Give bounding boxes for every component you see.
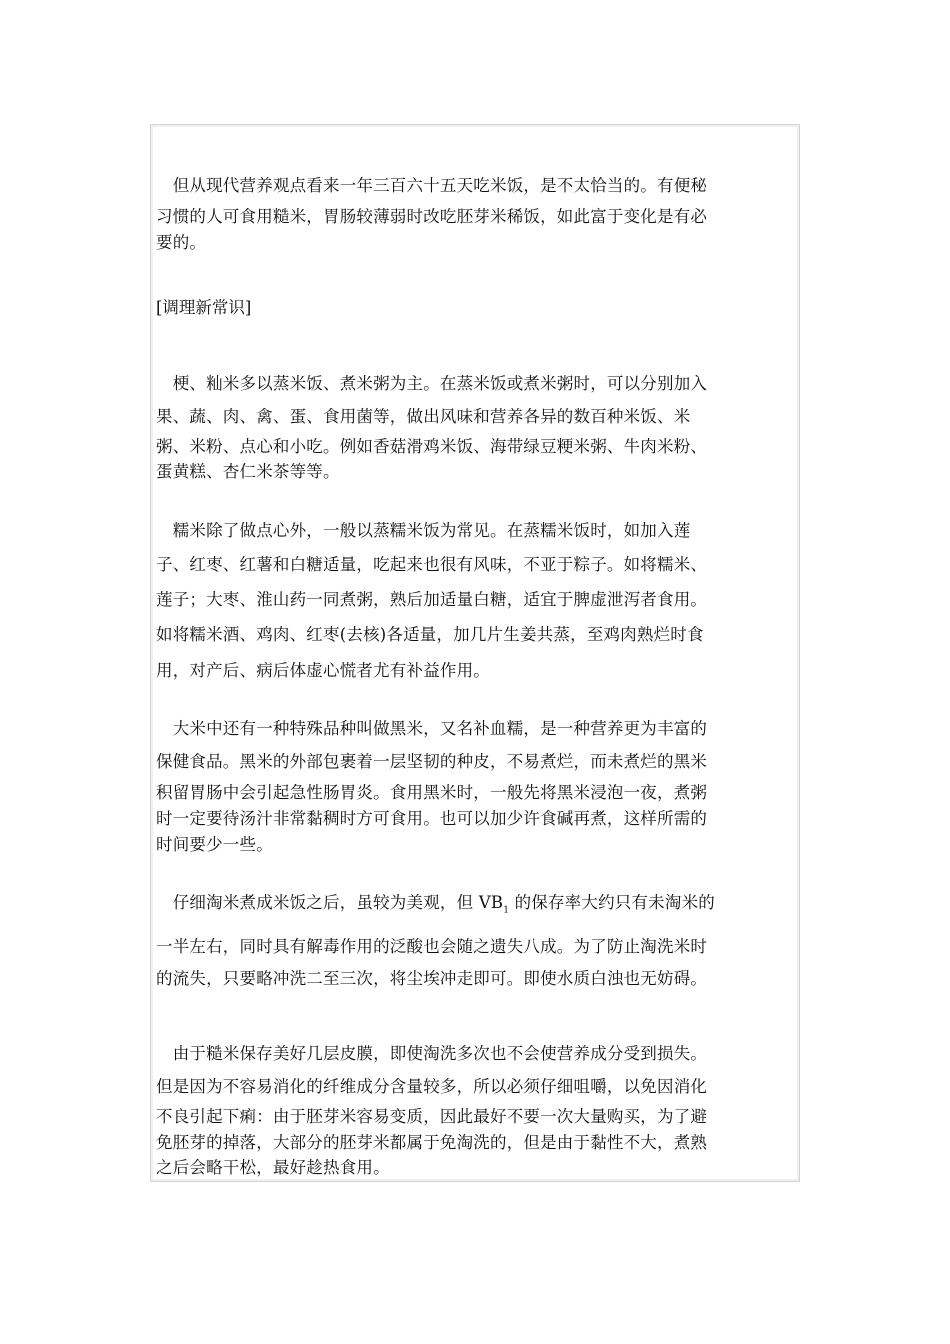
paragraph-4-line-5: 时间要少一些。 [156,835,273,854]
paragraph-1-line-1: 但从现代营养观点看来一年三百六十五天吃米饭，是不太恰当的。有便秘 [156,176,708,195]
paragraph-3-line-1: 糯米除了做点心外，一般以蒸糯米饭为常见。在蒸糯米饭时，如加入莲 [156,521,691,540]
paragraph-1 [156,170,792,254]
paragraph-4-line-4: 时一定要待汤汁非常黏稠时方可食用。也可以加少许食碱再煮，这样所需的 [156,809,708,828]
paragraph-6-line-4: 免胚芽的掉落，大部分的胚芽米都属于免淘洗的，但是由于黏性不大，煮熟 [156,1133,708,1152]
paragraph-2-line-2: 果、蔬、肉、禽、蛋、食用菌等，做出风味和营养各异的数百种米饭、米 [156,407,691,426]
paragraph-1-line-2: 习惯的人可食用糙米，胃肠较薄弱时改吃胚芽米稀饭，如此富于变化是有必 [156,207,708,226]
paragraph-6-line-2: 但是因为不容易消化的纤维成分含量较多，所以必须仔细咀嚼，以免因消化 [156,1077,708,1096]
paragraph-5-line-2: 一半左右，同时具有解毒作用的泛酸也会随之遗失八成。为了防止淘洗米时 [156,937,708,957]
paragraph-6-line-5: 之后会略干松，最好趁热食用。 [156,1158,390,1177]
paragraph-2-line-4: 蛋黄糕、杏仁米茶等等。 [156,462,340,481]
paragraph-4 [156,714,792,858]
paragraph-1-line-3: 要的。 [156,233,207,252]
paragraph-3-line-5: 用，对产后、病后体虚心慌者尤有补益作用。 [156,661,490,680]
paragraph-3 [156,515,792,689]
paragraph-2 [156,367,792,483]
paragraph-3-line-2: 子、红枣、红薯和白糖适量，吃起来也很有风味，不亚于粽子。如将糯米、 [156,555,708,574]
paragraph-5-line-1-text: 仔细淘米煮成米饭之后，虽较为美观，但 VB [156,893,504,912]
paragraph-4-line-1: 大米中还有一种特殊品种叫做黑米，又名补血糯，是一种营养更为丰富的 [156,719,708,738]
paragraph-4-line-2: 保健食品。黑米的外部包裹着一层坚韧的种皮，不易煮烂，而未煮烂的黑米 [156,752,708,771]
section-heading: [调理新常识] [156,298,252,317]
paragraph-4-line-3: 积留胃肠中会引起急性肠胃炎。食用黑米时，一般先将黑米浸泡一夜，煮粥 [156,783,708,802]
paragraph-5-line-1-rest: 的保存率大约只有未淘米的 [509,893,715,912]
paragraph-5-line-3: 的流失，只要略冲洗二至三次，将尘埃冲走即可。即使水质白浊也无妨碍。 [156,969,708,989]
paragraph-6-line-1: 由于糙米保存美好几层皮膜，即使淘洗多次也不会使营养成分受到损失。 [156,1044,708,1063]
paragraph-3-line-3: 莲子；大枣、淮山药一同煮粥，熟后加适量白糖，适宜于脾虚泄泻者食用。 [156,590,708,609]
vb-subscript: 1 [503,905,510,916]
paragraph-3-line-4: 如将糯米酒、鸡肉、红枣(去核)各适量，加几片生姜共蒸，至鸡肉熟烂时食 [156,625,704,644]
paragraph-6-line-3: 不良引起下痢：由于胚芽米容易变质，因此最好不要一次大量购买，为了避 [156,1107,708,1126]
paragraph-2-line-1: 梗、籼米多以蒸米饭、煮米粥为主。在蒸米饭或煮米粥时，可以分别加入 [156,374,708,393]
paragraph-5-line-1 [156,888,792,925]
paragraph-2-line-3: 粥、米粉、点心和小吃。例如香菇滑鸡米饭、海带绿豆粳米粥、牛肉米粉、 [156,437,708,456]
paragraph-5 [156,888,792,989]
paragraph-6 [156,1038,792,1180]
